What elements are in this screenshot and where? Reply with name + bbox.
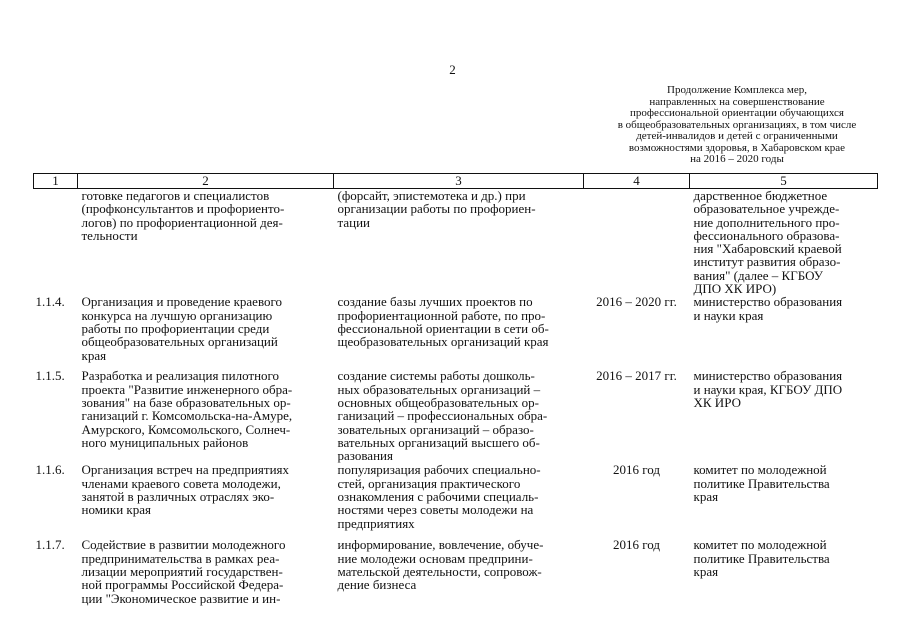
caption-line: в общеобразовательных организациях, в том числе [617, 118, 857, 131]
executor-line: политике Правительства [693, 550, 830, 566]
result-line: дение бизнеса [337, 577, 417, 593]
result-line: создание системы работы дошколь- [337, 368, 535, 384]
item-number: 1.1.6. [35, 462, 65, 478]
caption-line: направленных на совершенствование [649, 95, 825, 108]
executor-line: министерство образования [693, 368, 843, 384]
measure-line: занятой в различных отраслях эко- [81, 488, 275, 504]
page-number: 2 [449, 62, 456, 77]
executor-line: края [693, 563, 719, 579]
continuation-caption [576, 85, 898, 166]
period-cell [584, 189, 690, 296]
result-line: предприятиях [337, 515, 415, 531]
period-cell: 2016 – 2020 гг. [596, 294, 677, 310]
executor-cell [690, 463, 878, 538]
result-line: вательных организаций высшего об- [337, 434, 540, 450]
executor-line: ХК ИРО [693, 394, 741, 410]
table-row [34, 463, 878, 538]
result-line: создание базы лучших проектов по [337, 294, 533, 310]
measure-cell [78, 189, 334, 296]
result-line: ганизаций – профессиональных обра- [337, 408, 548, 424]
measure-cell [78, 295, 334, 369]
caption-line: на 2016 – 2020 годы [690, 153, 784, 165]
result-cell [334, 538, 584, 604]
result-line: информирование, вовлечение, обуче- [337, 537, 544, 553]
executor-line: дарственное бюджетное [693, 188, 828, 203]
executor-line: ние дополнительного про- [693, 214, 840, 230]
executor-line: институт развития образо- [693, 254, 841, 270]
executor-line: политике Правительства [693, 475, 830, 491]
result-line: ных образовательных организаций – [337, 381, 541, 397]
measure-line: лизации мероприятий государствен- [81, 563, 283, 579]
executor-line: ДПО ХК ИРО) [693, 281, 777, 297]
result-line: ностями через советы молодежи на [337, 502, 534, 518]
caption-line: Продолжение Комплекса мер, [667, 84, 807, 96]
result-line: ние молодежи основам предприни- [337, 550, 533, 566]
measure-line: ганизаций г. Комсомольска-на-Амуре, [81, 408, 293, 424]
measure-line: Организация встреч на предприятиях [81, 462, 290, 478]
table-row [34, 538, 878, 604]
measure-line: работы по профориентации среди [81, 320, 270, 336]
result-line: ознакомления с рабочими специаль- [337, 488, 539, 504]
measure-line: края [81, 347, 107, 363]
executor-cell [690, 189, 878, 296]
result-cell [334, 189, 584, 296]
executor-line: министерство образования [693, 294, 843, 310]
executor-line: края [693, 488, 719, 504]
measure-line: ного муниципальных районов [81, 434, 249, 450]
item-number [34, 189, 78, 296]
measure-line: Разработка и реализация пилотного [81, 368, 280, 384]
result-line: тации [337, 214, 370, 230]
item-number: 1.1.4. [35, 294, 65, 310]
measure-line: логов) по профориентационной дея- [81, 214, 283, 230]
column-number-header: 4 [584, 174, 690, 189]
result-line: мательской деятельности, сопровож- [337, 563, 542, 579]
result-cell [334, 369, 584, 463]
period-cell: 2016 год [613, 462, 660, 478]
measure-line: номики края [81, 502, 151, 518]
measure-line: Содействие в развитии молодежного [81, 537, 286, 553]
measure-line: Организация и проведение краевого [81, 294, 283, 310]
measures-table [33, 173, 878, 605]
result-line: зовательных организаций – образо- [337, 421, 534, 437]
executor-line: вания" (далее – КГБОУ [693, 267, 823, 283]
column-number-header: 1 [34, 174, 78, 189]
result-line: стей, организация практического [337, 475, 521, 491]
measure-line: ции "Экономическое развитие и ин- [81, 590, 281, 606]
measure-line: предпринимательства в рамках реа- [81, 550, 280, 566]
executor-line: образовательное учрежде- [693, 201, 840, 217]
result-cell [334, 463, 584, 538]
measure-line: конкурса на лучшую организацию [81, 307, 273, 323]
measure-line: проекта "Развитие инженерного обра- [81, 381, 293, 397]
period-cell: 2016 год [613, 537, 660, 553]
table-header-row [34, 174, 878, 189]
item-number: 1.1.7. [35, 537, 65, 553]
executor-line: и науки края [693, 307, 764, 323]
result-cell [334, 295, 584, 369]
column-number-header: 5 [690, 174, 878, 189]
result-line: разования [337, 448, 393, 464]
column-number-header: 2 [78, 174, 334, 189]
result-line: щеобразовательных организаций края [337, 334, 549, 350]
result-line: основных общеобразовательных ор- [337, 394, 540, 410]
result-line: фессиональной ориентации в сети об- [337, 320, 549, 336]
executor-cell [690, 538, 878, 604]
executor-line: комитет по молодежной [693, 537, 827, 553]
caption-line: возможностями здоровья, в Хабаровском крае [628, 141, 846, 154]
executor-line: фессионального образова- [693, 227, 840, 243]
measure-line: зования" на базе образовательных ор- [81, 394, 291, 410]
measure-line: членами краевого совета молодежи, [81, 475, 281, 491]
measure-line: ной программы Российской Федера- [81, 577, 284, 593]
item-number: 1.1.5. [35, 368, 65, 384]
measure-line: общеобразовательных организаций [81, 334, 278, 350]
executor-cell [690, 369, 878, 463]
caption-line: детей-инвалидов и детей с ограниченными [636, 130, 838, 142]
measure-cell [78, 538, 334, 604]
measure-cell [78, 369, 334, 463]
measure-line: Амурского, Комсомольского, Солнеч- [81, 421, 291, 437]
measure-line: (профконсультантов и профориенто- [81, 201, 285, 217]
result-line: организации работы по профориен- [337, 201, 536, 217]
executor-line: комитет по молодежной [693, 462, 827, 478]
executor-cell [690, 295, 878, 369]
column-number-header: 3 [334, 174, 584, 189]
table-row [34, 295, 878, 369]
executor-line: и науки края, КГБОУ ДПО [693, 381, 843, 397]
measure-line: тельности [81, 227, 138, 243]
executor-line: ния "Хабаровский краевой [693, 241, 842, 257]
result-line: (форсайт, эпистемотека и др.) при [337, 188, 526, 203]
result-line: популяризация рабочих специально- [337, 462, 541, 478]
result-line: профориентационной работе, по про- [337, 307, 546, 323]
table-row [34, 369, 878, 463]
period-cell: 2016 – 2017 гг. [596, 368, 677, 384]
measure-line: готовке педагогов и специалистов [81, 188, 270, 203]
caption-line: профессиональной ориентации обучающихся [630, 107, 844, 119]
table-row [34, 189, 878, 296]
measure-cell [78, 463, 334, 538]
